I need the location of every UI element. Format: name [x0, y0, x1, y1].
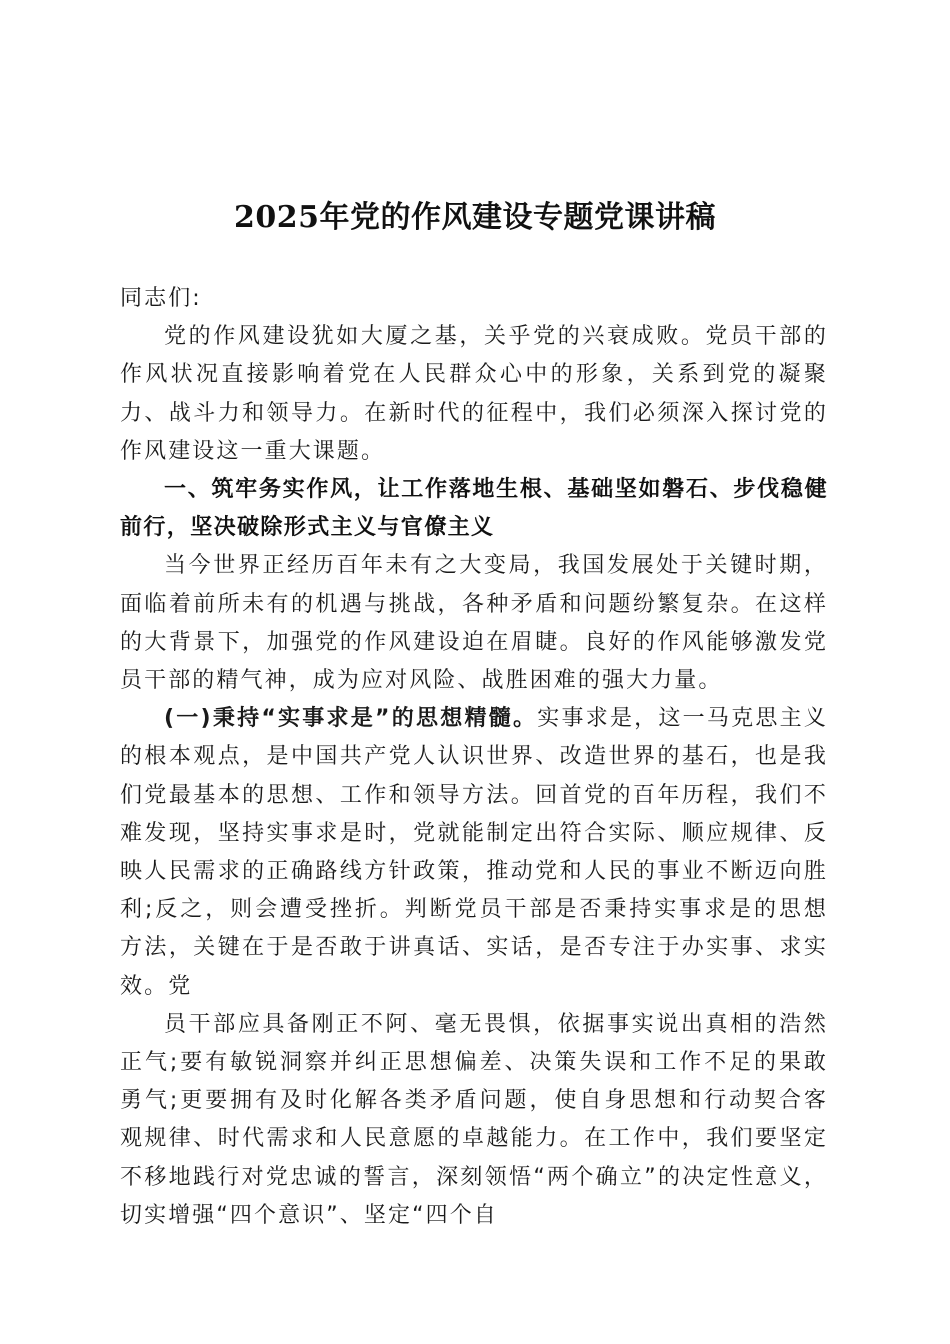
document-title: 2025年党的作风建设专题党课讲稿 [234, 200, 716, 235]
subsection-1-body: 实事求是，这一马克思主义的根本观点，是中国共产党人认识世界、改造世界的基石，也是我们党最基本的思想、工作和领导方法。回首党的百年历程，我们不难发现，坚持实事求是时，党就能制定出符合实际、顺应规律、反映人民需求的正确路线方针政策，推动党和人民的事业不断迈向胜利;反之，则会遭受挫折。判断党员干部是否秉持实事求是的思想方法，关键在于是否敢于讲真话、实话，是否专注于办实事、求实效。党 [120, 706, 829, 999]
intro-paragraph: 党的作风建设犹如大厦之基，关乎党的兴衰成败。党员干部的作风状况直接影响着党在人民群众心中的形象，关系到党的凝聚力、战斗力和领导力。在新时代的征程中，我们必须深入探讨党的作风建设这一重大课题。 [120, 324, 828, 464]
salutation: 同志们: [120, 286, 202, 311]
subsection-1-heading: (一)秉持“实事求是”的思想精髓。 [164, 706, 538, 732]
section-1-heading: 一、筑牢务实作风，让工作落地生根、基础坚如磐石、步伐稳健前行，坚决破除形式主义与官僚主义 [120, 477, 828, 541]
subsection-1-paragraph [120, 700, 828, 1006]
subsection-1-continuation: 员干部应具备刚正不阿、毫无畏惧，依据事实说出真相的浩然正气;要有敏锐洞察并纠正思想偏差、决策失误和工作不足的果敢勇气;更要拥有及时化解各类矛盾问题，使自身思想和行动契合客观规律、时代需求和人民意愿的卓越能力。在工作中，我们要坚定不移地践行对党忠诚的誓言，深刻领悟“两个确立”的决定性意义，切实增强“四个意识”、坚定“四个自 [120, 1011, 828, 1228]
section-1-paragraph: 当今世界正经历百年未有之大变局，我国发展处于关键时期，面临着前所未有的机遇与挑战，各种矛盾和问题纷繁复杂。在这样的大背景下，加强党的作风建设迫在眉睫。良好的作风能够激发党员干部的精气神，成为应对风险、战胜困难的强大力量。 [120, 553, 828, 694]
document-body [120, 280, 828, 1235]
